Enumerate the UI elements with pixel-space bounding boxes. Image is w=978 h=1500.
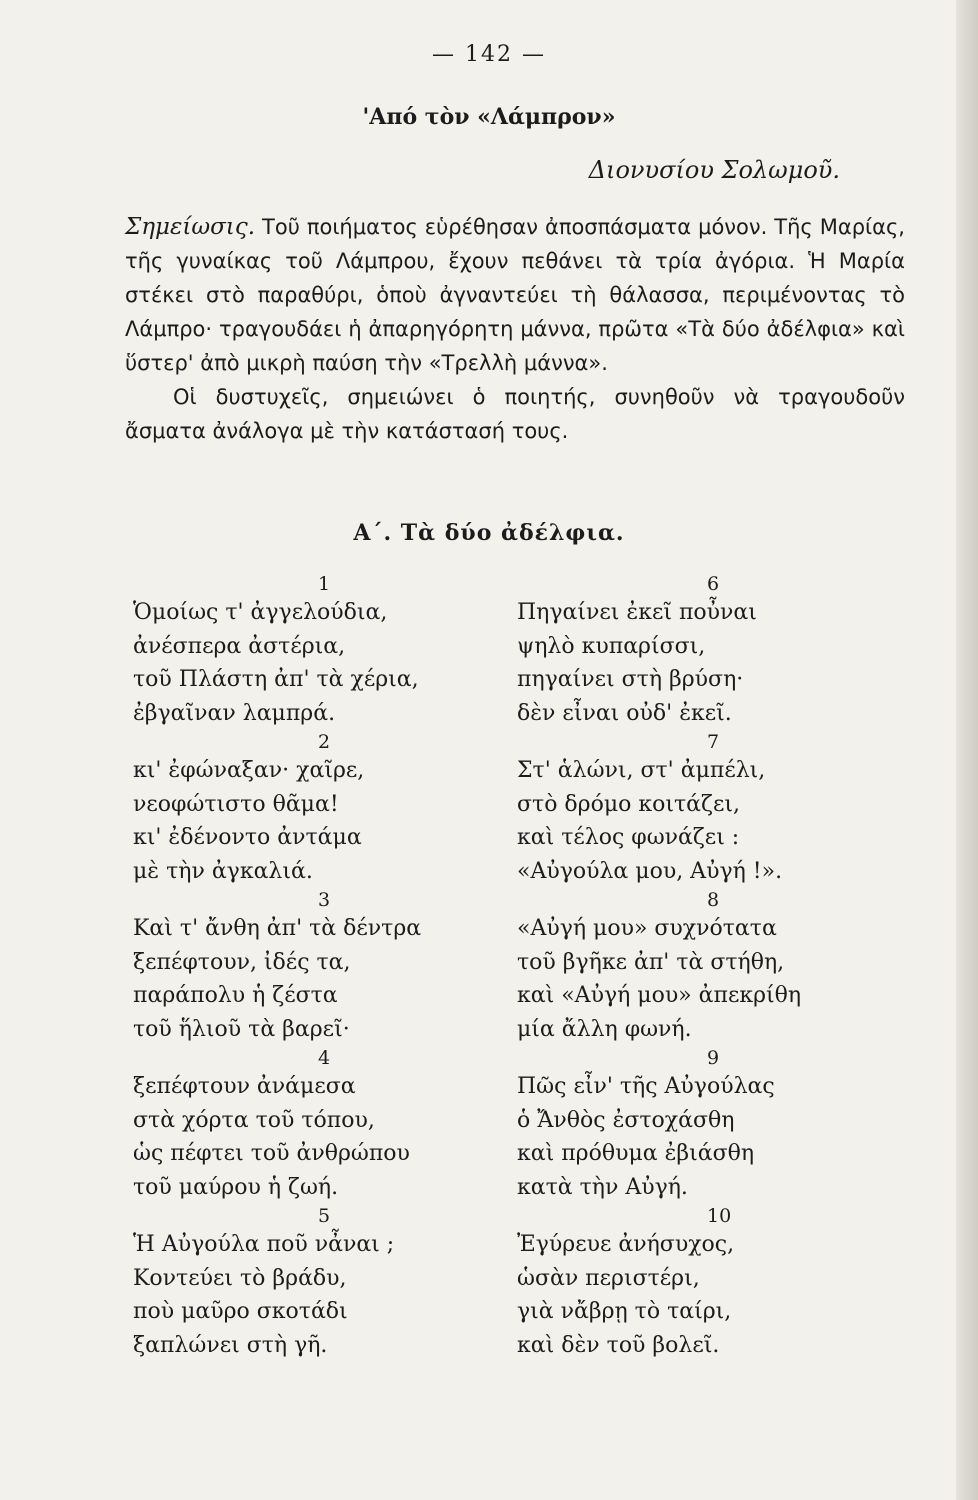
stanza <box>517 572 897 730</box>
verse-line: κι' ἐδένοντο ἀντάμα <box>133 825 362 850</box>
left-column <box>133 572 513 1362</box>
stanza-number: 10 <box>707 1205 732 1227</box>
verse-line: τοῦ μαύρου ἡ ζωή. <box>133 1174 339 1200</box>
stanza <box>517 1046 897 1204</box>
page-number: — 142 — <box>432 42 546 67</box>
verse-line: ὡς πέφτει τοῦ ἀνθρώπου <box>133 1141 410 1166</box>
verse-line: ποὺ μαῦρο σκοτάδι <box>133 1299 348 1324</box>
verse-line: ἀνέσπερα ἀστέρια, <box>133 633 346 659</box>
poem-author: Διονυσίου Σολωμοῦ. <box>588 156 840 184</box>
verse-line: γιὰ νἄβρῃ τὸ ταίρι, <box>517 1299 732 1324</box>
verse-line: Ἡ Αὐγούλα ποῦ νἆναι ; <box>133 1232 395 1257</box>
verse-line: Ὁμοίως τ' ἀγγελούδια, <box>133 600 388 625</box>
note-text-1: Τοῦ ποιήματος εὑρέθησαν ἀποσπάσματα μόνον. Τῆς Μαρίας, τῆς γυναίκας τοῦ Λάμπρου, ἔχουν πεθάνει τὰ τρία ἀγόρια. Ἡ Μαρία στέκει στὸ παραθύρι, ὁποὺ ἀγναντεύει τὴ θάλασσα, περιμένοντας τὸ Λάμπρο· τραγουδάει ἡ ἀπαρηγόρητη μάννα, πρῶτα «Τὰ δύο ἀδέλφια» καὶ ὕστερ' ἀπὸ μικρὴ παύση τὴν «Τρελλὴ μάννα». <box>125 215 905 375</box>
note-label: Σημείωσις. <box>125 214 256 240</box>
stanza-number: 7 <box>707 731 720 753</box>
verse-line: στὸ δρόμο κοιτάζει, <box>517 791 740 817</box>
verse-line: ψηλὸ κυπαρίσσι, <box>517 633 706 659</box>
verse-line: δὲν εἶναι οὐδ' ἐκεῖ. <box>517 700 732 726</box>
verse-line: «Αὐγή μου» συχνότατα <box>517 916 777 941</box>
verse-line: μὲ τὴν ἀγκαλιά. <box>133 858 313 884</box>
stanza-number: 9 <box>707 1047 720 1069</box>
stanza <box>133 1046 513 1204</box>
verse-line: στὰ χόρτα τοῦ τόπου, <box>133 1107 375 1133</box>
stanza <box>133 730 513 888</box>
verse-line: καὶ τέλος φωνάζει : <box>517 825 740 850</box>
verse-line: ξαπλώνει στὴ γῆ. <box>133 1332 328 1358</box>
verse-line: πηγαίνει στὴ βρύση· <box>517 667 744 692</box>
editor-note <box>125 210 905 448</box>
verse-line: ὡσὰν περιστέρι, <box>517 1265 700 1291</box>
stanza <box>517 1204 897 1362</box>
stanza <box>133 888 513 1046</box>
verse-line: Ἐγύρευε ἀνήσυχος, <box>517 1232 735 1257</box>
verse-line: Καὶ τ' ἄνθη ἀπ' τὰ δέντρα <box>133 916 422 941</box>
verse-line: τοῦ ἥλιοῦ τὰ βαρεῖ· <box>133 1016 350 1042</box>
stanza-number: 8 <box>707 889 720 911</box>
verse-line: ἐβγαῖναν λαμπρά. <box>133 700 336 726</box>
right-column <box>517 572 897 1362</box>
verse-line: ξεπέφτουν, ἰδές τα, <box>133 949 351 975</box>
verse-line: καὶ πρόθυμα ἐβιάσθη <box>517 1141 755 1166</box>
stanza-number: 2 <box>318 731 331 753</box>
stanza-number: 1 <box>318 573 331 595</box>
verse-line: Πηγαίνει ἐκεῖ ποὖναι <box>517 600 757 625</box>
verse-line: νεοφώτιστο θᾶμα! <box>133 791 339 817</box>
verse-line: ξεπέφτουν ἀνάμεσα <box>133 1074 356 1099</box>
verse-line: καὶ δὲν τοῦ βολεῖ. <box>517 1332 720 1358</box>
stanza-number: 6 <box>707 573 720 595</box>
stanza <box>517 888 897 1046</box>
verse-line: Στ' ἁλώνι, στ' ἀμπέλι, <box>517 758 766 783</box>
verse-line: Πῶς εἶν' τῆς Αὐγούλας <box>517 1074 775 1099</box>
verse-line: τοῦ Πλάστη ἀπ' τὰ χέρια, <box>133 667 419 692</box>
stanza-number: 4 <box>318 1047 331 1069</box>
verse-line: «Αὐγούλα μου, Αὐγή !». <box>517 858 783 884</box>
stanza <box>133 1204 513 1362</box>
verse-line: Κοντεύει τὸ βράδυ, <box>133 1265 347 1291</box>
page-edge <box>956 0 978 1500</box>
verse-line: μία ἄλλη φωνή. <box>517 1016 692 1042</box>
stanza-number: 3 <box>318 889 331 911</box>
verse-line: τοῦ βγῆκε ἀπ' τὰ στήθη, <box>517 949 785 975</box>
stanza <box>517 730 897 888</box>
verse-line: καὶ «Αὐγή μου» ἀπεκρίθη <box>517 983 802 1008</box>
stanza-number: 5 <box>318 1205 331 1227</box>
stanza <box>133 572 513 730</box>
verse-line: κατὰ τὴν Αὐγή. <box>517 1174 688 1200</box>
verse-line: κι' ἐφώναξαν· χαῖρε, <box>133 758 365 783</box>
verse-line: παράπολυ ἡ ζέστα <box>133 983 338 1008</box>
note-paragraph-2: Οἱ δυστυχεῖς, σημειώνει ὁ ποιητής, συνηθοῦν νὰ τραγουδοῦν ἄσματα ἀνάλογα μὲ τὴν κατάστασή τους. <box>125 385 905 443</box>
section-subtitle: Α΄. Τὰ δύο ἀδέλφια. <box>353 520 625 546</box>
verse-line: ὁ Ἄνθὸς ἐστοχάσθη <box>517 1107 735 1133</box>
note-paragraph-1 <box>125 210 905 380</box>
poem-title: 'Από τὸν «Λάμπρον» <box>362 104 616 130</box>
